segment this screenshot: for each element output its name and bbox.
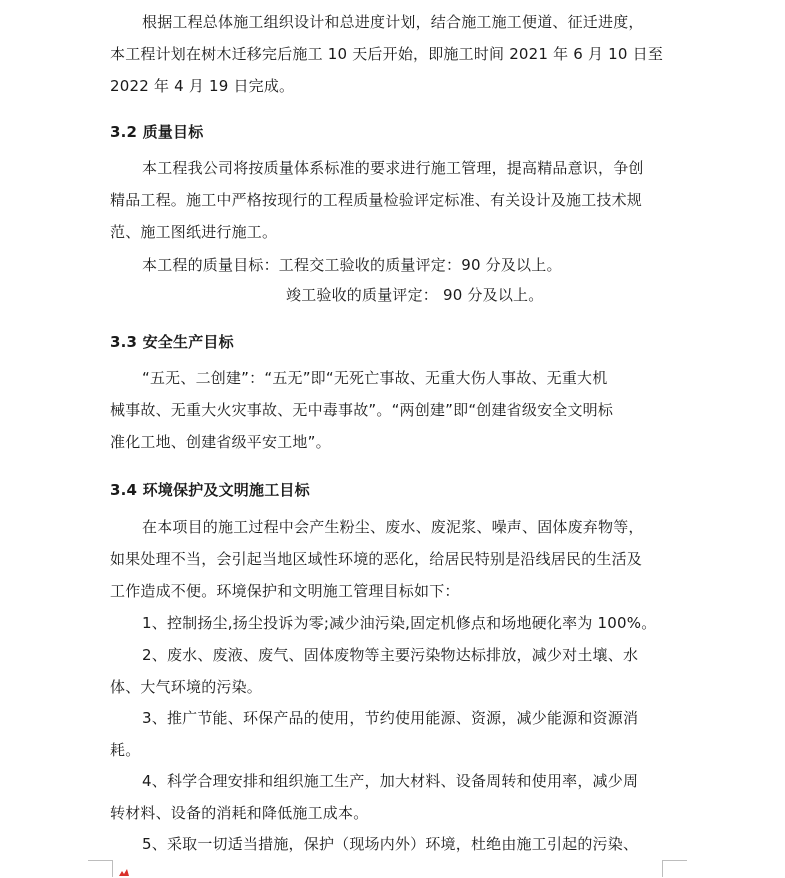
quality-target-line: 本工程的质量目标：工程交工验收的质量评定：90 分及以上。 (142, 256, 562, 274)
paragraph-line: 本工程我公司将按质量体系标准的要求进行施工管理，提高精品意识，争创 (142, 159, 644, 177)
paragraph-line: 2022 年 4 月 19 日完成。 (110, 77, 295, 95)
list-item-continuation: 体、大气环境的污染。 (110, 678, 263, 696)
list-item-continuation: 转材料、设备的消耗和降低施工成本。 (110, 804, 369, 822)
list-item: 1、控制扬尘,扬尘投诉为零;减少油污染,固定机修点和场地硬化率为 100%。 (142, 614, 657, 632)
paragraph-line: 械事故、无重大火灾事故、无中毒事故”。“两创建”即“创建省级安全文明标 (110, 401, 614, 419)
paragraph-line: 精品工程。施工中严格按现行的工程质量检验评定标准、有关设计及施工技术规 (110, 191, 643, 209)
paragraph-line: 准化工地、创建省级平安工地”。 (110, 433, 331, 451)
section-heading-safety: 3.3 安全生产目标 (110, 333, 234, 351)
paragraph-line: “五无、二创建”：“五无”即“无死亡事故、无重大伤人事故、无重大机 (142, 369, 608, 387)
paragraph-line: 工作造成不便。环境保护和文明施工管理目标如下： (110, 582, 460, 600)
section-heading-environment: 3.4 环境保护及文明施工目标 (110, 481, 310, 499)
paragraph-line: 如果处理不当，会引起当地区域性环境的恶化，给居民特别是沿线居民的生活及 (110, 550, 643, 568)
paragraph-line: 在本项目的施工过程中会产生粉尘、废水、废泥浆、噪声、固体废弃物等， (142, 518, 644, 536)
list-item-continuation: 耗。 (110, 741, 141, 759)
red-marker-icon (118, 868, 130, 876)
completion-quality-line: 竣工验收的质量评定： 90 分及以上。 (286, 286, 544, 304)
list-item: 5、采取一切适当措施，保护（现场内外）环境，杜绝由施工引起的污染、 (142, 835, 639, 853)
list-item: 3、推广节能、环保产品的使用，节约使用能源、资源，减少能源和资源消 (142, 709, 639, 727)
list-item: 2、废水、废液、废气、固体废物等主要污染物达标排放，减少对土壤、水 (142, 646, 639, 664)
paragraph-line: 本工程计划在树木迁移完后施工 10 天后开始，即施工时间 2021 年 6 月 10 日至 (110, 45, 664, 63)
paragraph-line: 根据工程总体施工组织设计和总进度计划，结合施工施工便道、征迁进度， (142, 13, 644, 31)
section-heading-quality: 3.2 质量目标 (110, 123, 204, 141)
list-item: 4、科学合理安排和组织施工生产，加大材料、设备周转和使用率，减少周 (142, 772, 639, 790)
paragraph-line: 范、施工图纸进行施工。 (110, 223, 278, 241)
page-corner-mark-right (662, 860, 687, 877)
page-corner-mark-left (88, 860, 113, 877)
